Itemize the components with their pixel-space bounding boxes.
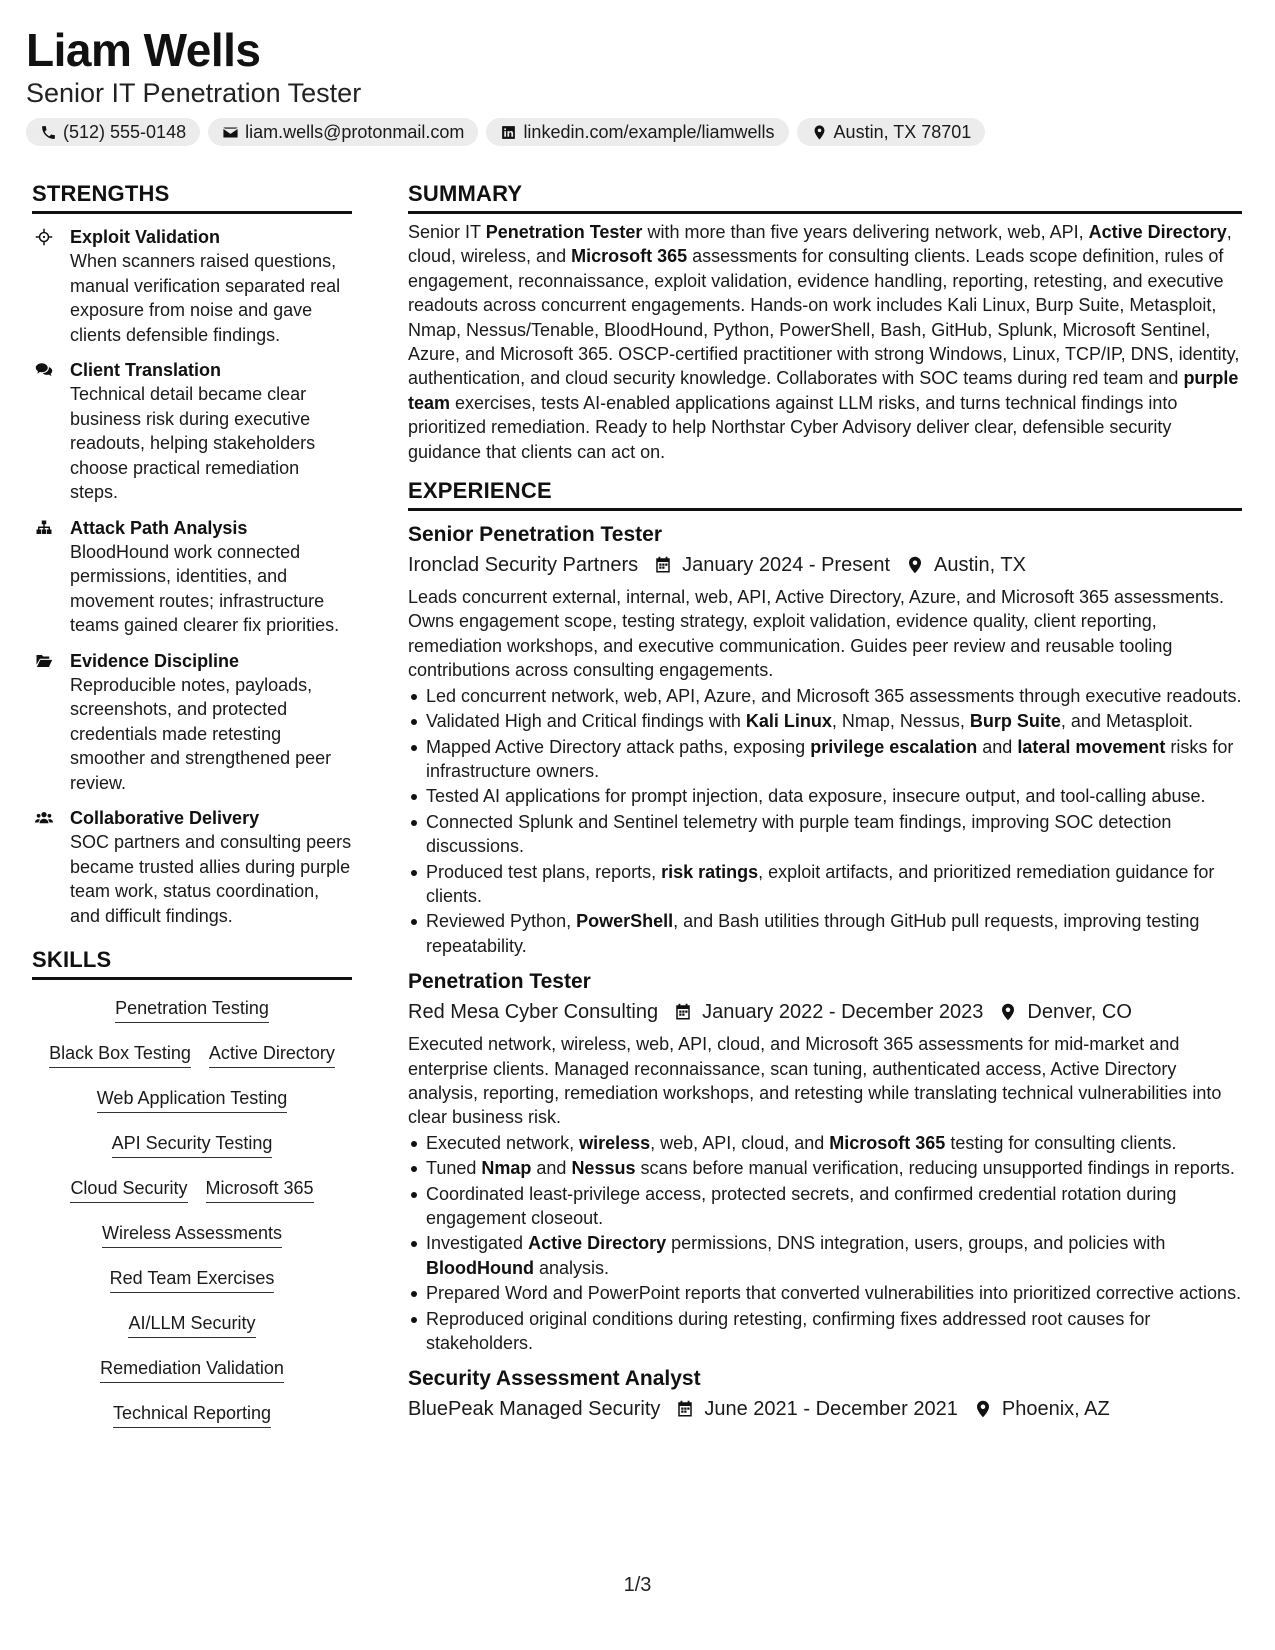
text-run: , exploit artifacts, and prioritized remediation guidance for clients. bbox=[426, 861, 1215, 906]
contact-location-text: Austin, TX 78701 bbox=[833, 121, 972, 142]
bold-text: Kali Linux bbox=[745, 711, 832, 732]
bold-text: risk ratings bbox=[661, 861, 759, 882]
contact-email-text: liam.wells@protonmail.com bbox=[245, 121, 465, 142]
contact-phone-text: (512) 555-0148 bbox=[63, 121, 187, 142]
bold-text: Microsoft 365 bbox=[571, 246, 688, 267]
strength-desc: SOC partners and consulting peers became trusted allies during purple team work, status coordination, and difficult findings. bbox=[70, 832, 352, 926]
resume-header bbox=[26, 24, 1250, 146]
experience-heading: EXPERIENCE bbox=[408, 477, 1242, 511]
experience-list bbox=[408, 521, 1242, 1423]
strength-title: Client Translation bbox=[70, 360, 222, 380]
text-run: Tuned bbox=[426, 1158, 482, 1179]
sitemap-icon bbox=[32, 518, 56, 538]
strength-title: Evidence Discipline bbox=[70, 650, 240, 671]
text-run: Validated High and Critical findings with bbox=[426, 711, 746, 732]
folder-open-icon bbox=[32, 651, 56, 671]
phone-icon bbox=[40, 124, 57, 141]
bold-text: Microsoft 365 bbox=[829, 1132, 946, 1153]
bold-text: Active Directory bbox=[1088, 222, 1227, 242]
text-run: Led concurrent network, web, API, Azure, and Microsoft 365 assessments through executive readouts. bbox=[426, 685, 1242, 706]
strength-item bbox=[32, 358, 352, 505]
bullet-item bbox=[408, 1156, 1242, 1180]
text-run: Executed network, bbox=[426, 1132, 580, 1153]
skill-row bbox=[112, 1125, 273, 1170]
envelope-icon bbox=[222, 124, 239, 141]
text-run: Coordinated least-privilege access, protected secrets, and confirmed credential rotation during engagement closeout. bbox=[426, 1183, 1177, 1228]
skill-tag: API Security Testing bbox=[112, 1131, 273, 1158]
job-title: Senior Penetration Tester bbox=[408, 523, 663, 547]
skill-tag: Microsoft 365 bbox=[206, 1176, 314, 1203]
bold-text: PowerShell bbox=[576, 911, 674, 932]
bold-text: purple team bbox=[408, 368, 1239, 413]
skill-tag: Web Application Testing bbox=[97, 1086, 287, 1113]
bullet-item bbox=[408, 810, 1242, 859]
text-run: assessments for consulting clients. Leads scope definition, rules of engagement, reconnaissance, exploit validation, evidence handling, reporting, retesting, and executive readouts across concurrent engagements. Hands-on work includes Kali Linux, Burp Suite, Metasploit, Nmap, Nessus/Tenable, BloodHound, Python, PowerShell, Bash, GitHub, Splunk, Microsoft Sentinel, Azure, and Microsoft 365. OSCP-certified practitioner with strong Windows, Linux, TCP/IP, DNS, identity, authentication, and cloud security knowledge. Collaborates with SOC teams during red team and bbox=[408, 246, 1240, 389]
page-number: 1/3 bbox=[623, 1574, 652, 1596]
skill-row bbox=[97, 1080, 287, 1125]
strength-item bbox=[32, 806, 352, 928]
skill-row bbox=[100, 1350, 284, 1395]
text-run: testing for consulting clients. bbox=[945, 1132, 1177, 1153]
skill-tag: Black Box Testing bbox=[49, 1041, 191, 1068]
text-run: Mapped Active Directory attack paths, exposing bbox=[426, 736, 811, 757]
contact-bar bbox=[26, 118, 1250, 146]
left-column bbox=[32, 180, 352, 1440]
bold-text: Nessus bbox=[571, 1158, 636, 1179]
text-run: permissions, DNS integration, users, groups, and policies with bbox=[666, 1233, 1166, 1254]
skill-row bbox=[113, 1395, 271, 1440]
bold-text: Penetration Tester bbox=[485, 222, 643, 242]
job-company: Red Mesa Cyber Consulting bbox=[408, 1001, 659, 1024]
text-run: Senior IT bbox=[408, 222, 486, 242]
text-run: analysis. bbox=[533, 1257, 610, 1278]
job-dates: June 2021 - December 2021 bbox=[704, 1398, 958, 1421]
contact-location bbox=[797, 118, 986, 146]
calendar-icon bbox=[654, 555, 672, 575]
strength-title: Exploit Validation bbox=[70, 227, 221, 247]
bullet-item bbox=[408, 909, 1242, 958]
job-bullets bbox=[408, 684, 1242, 958]
job-location: Denver, CO bbox=[1027, 1001, 1132, 1024]
skill-row bbox=[110, 1260, 275, 1305]
bold-text: Burp Suite bbox=[969, 711, 1061, 732]
text-run: , and Metasploit. bbox=[1060, 711, 1193, 732]
bullet-item bbox=[408, 1182, 1242, 1231]
text-run: risks for infrastructure owners. bbox=[426, 736, 1234, 781]
job-entry bbox=[408, 1365, 1242, 1423]
bold-text: lateral movement bbox=[1017, 736, 1166, 757]
skill-tag: Remediation Validation bbox=[100, 1356, 284, 1383]
chat-bubbles-icon bbox=[32, 360, 56, 380]
strength-desc: When scanners raised questions, manual verification separated real exposure from noise and gave clients defensible findings. bbox=[70, 251, 341, 345]
map-pin-icon bbox=[999, 1002, 1017, 1022]
linkedin-icon bbox=[500, 124, 517, 141]
job-location: Austin, TX bbox=[934, 554, 1026, 577]
bold-text: wireless bbox=[579, 1132, 651, 1153]
right-column bbox=[408, 180, 1242, 1423]
bold-text: privilege escalation bbox=[810, 736, 978, 757]
job-location: Phoenix, AZ bbox=[1001, 1398, 1110, 1421]
strength-desc: BloodHound work connected permissions, identities, and movement routes; infrastructure teams gained clearer fix priorities. bbox=[70, 541, 340, 635]
skill-tag: Cloud Security bbox=[70, 1176, 187, 1203]
text-run: Investigated bbox=[426, 1233, 529, 1254]
map-pin-icon bbox=[974, 1399, 992, 1419]
job-description: Leads concurrent external, internal, web, API, Active Directory, Azure, and Microsoft 365 assessments. Owns engagement scope, testing strategy, exploit validation, evidence quality, client reporting, remediation workshops, and executive communication. Guides peer review and reusable tooling contributions across consulting engagements. bbox=[408, 587, 1225, 681]
bullet-item bbox=[408, 1307, 1242, 1356]
bullet-item bbox=[408, 784, 1242, 808]
summary-text bbox=[408, 220, 1242, 464]
text-run: and bbox=[531, 1158, 572, 1179]
contact-email[interactable] bbox=[208, 118, 478, 146]
bullet-item bbox=[408, 1131, 1242, 1155]
bullet-item bbox=[408, 709, 1242, 733]
job-meta bbox=[408, 551, 1242, 579]
skill-row bbox=[70, 1170, 313, 1215]
text-run: Tested AI applications for prompt injection, data exposure, insecure output, and tool-calling abuse. bbox=[426, 786, 1206, 807]
bold-text: BloodHound bbox=[426, 1257, 534, 1278]
skill-tag: Technical Reporting bbox=[113, 1401, 271, 1428]
skill-tag: Penetration Testing bbox=[115, 996, 269, 1023]
text-run: Produced test plans, reports, bbox=[426, 861, 662, 882]
users-icon bbox=[32, 808, 56, 828]
skills-heading: SKILLS bbox=[32, 946, 352, 980]
skill-row bbox=[49, 1035, 335, 1080]
strength-title: Collaborative Delivery bbox=[70, 808, 260, 828]
job-meta bbox=[408, 998, 1242, 1026]
strength-desc: Reproducible notes, payloads, screenshots, and protected credentials made retesting smoother and strengthened peer review. bbox=[70, 674, 332, 793]
job-dates: January 2024 - Present bbox=[682, 554, 891, 577]
strength-desc: Technical detail became clear business risk during executive readouts, helping stakeholders choose practical remediation steps. bbox=[70, 384, 316, 502]
job-description: Executed network, wireless, web, API, cloud, and Microsoft 365 assessments for mid-market and enterprise clients. Managed reconnaissance, scan tuning, authenticated access, Active Directory analysis, reporting, remediation workshops, and retesting while translating technical vulnerabilities into clear business risk. bbox=[408, 1034, 1222, 1128]
strength-item bbox=[32, 649, 352, 796]
job-entry bbox=[408, 968, 1242, 1355]
text-run: with more than five years delivering network, web, API, bbox=[642, 222, 1089, 242]
contact-linkedin[interactable] bbox=[486, 118, 788, 146]
strength-title: Attack Path Analysis bbox=[70, 517, 248, 538]
skill-row bbox=[102, 1215, 282, 1260]
job-dates: January 2022 - December 2023 bbox=[702, 1001, 984, 1024]
text-run: , Nmap, Nessus, bbox=[831, 711, 970, 732]
text-run: , cloud, wireless, and bbox=[408, 222, 1232, 267]
bullet-item bbox=[408, 1231, 1242, 1280]
job-company: BluePeak Managed Security bbox=[408, 1398, 661, 1421]
text-run: exercises, tests AI-enabled applications against LLM risks, and turns technical findings into prioritized remediation. Ready to help Northstar Cyber Advisory deliver clear, defensible security guidance that clients can act on. bbox=[408, 392, 1178, 462]
text-run: , web, API, cloud, and bbox=[650, 1132, 830, 1153]
job-title: Penetration Tester bbox=[408, 970, 591, 994]
text-run: , and Bash utilities through GitHub pull requests, improving testing repeatability. bbox=[426, 911, 1200, 956]
map-pin-icon bbox=[811, 124, 828, 141]
text-run: and bbox=[977, 736, 1018, 757]
strength-item bbox=[32, 225, 352, 347]
text-run: Reproduced original conditions during retesting, confirming fixes addressed root causes for stakeholders. bbox=[426, 1308, 1151, 1354]
calendar-icon bbox=[674, 1002, 692, 1022]
bullet-item bbox=[408, 735, 1242, 784]
text-run: Prepared Word and PowerPoint reports that converted vulnerabilities into prioritized corrective actions. bbox=[426, 1283, 1242, 1304]
bold-text: Active Directory bbox=[528, 1233, 667, 1254]
bold-text: Nmap bbox=[481, 1158, 532, 1179]
crosshair-icon bbox=[32, 227, 56, 247]
skills-list bbox=[32, 990, 352, 1440]
strengths-heading: STRENGTHS bbox=[32, 180, 352, 214]
contact-phone bbox=[26, 118, 200, 146]
job-entry bbox=[408, 521, 1242, 958]
skill-tag: Active Directory bbox=[209, 1041, 335, 1068]
skill-row bbox=[128, 1305, 255, 1350]
skill-tag: Wireless Assessments bbox=[102, 1221, 282, 1248]
text-run: Connected Splunk and Sentinel telemetry with purple team findings, improving SOC detection discussions. bbox=[426, 811, 1172, 857]
skill-tag: AI/LLM Security bbox=[128, 1311, 255, 1338]
map-pin-icon bbox=[906, 555, 924, 575]
job-meta bbox=[408, 1395, 1242, 1423]
candidate-title: Senior IT Penetration Tester bbox=[26, 78, 362, 108]
text-run: scans before manual verification, reducing unsupported findings in reports. bbox=[635, 1158, 1235, 1179]
job-bullets bbox=[408, 1131, 1242, 1356]
summary-heading: SUMMARY bbox=[408, 180, 1242, 214]
bullet-item bbox=[408, 1281, 1242, 1305]
job-title: Security Assessment Analyst bbox=[408, 1367, 701, 1391]
text-run: Reviewed Python, bbox=[426, 911, 577, 932]
bullet-item bbox=[408, 860, 1242, 909]
skill-row bbox=[115, 990, 269, 1035]
calendar-icon bbox=[676, 1399, 694, 1419]
contact-linkedin-text: linkedin.com/example/liamwells bbox=[523, 121, 775, 142]
job-company: Ironclad Security Partners bbox=[408, 554, 639, 577]
bullet-item bbox=[408, 684, 1242, 708]
skill-tag: Red Team Exercises bbox=[110, 1266, 275, 1293]
strength-item bbox=[32, 516, 352, 638]
candidate-name: Liam Wells bbox=[26, 24, 261, 76]
